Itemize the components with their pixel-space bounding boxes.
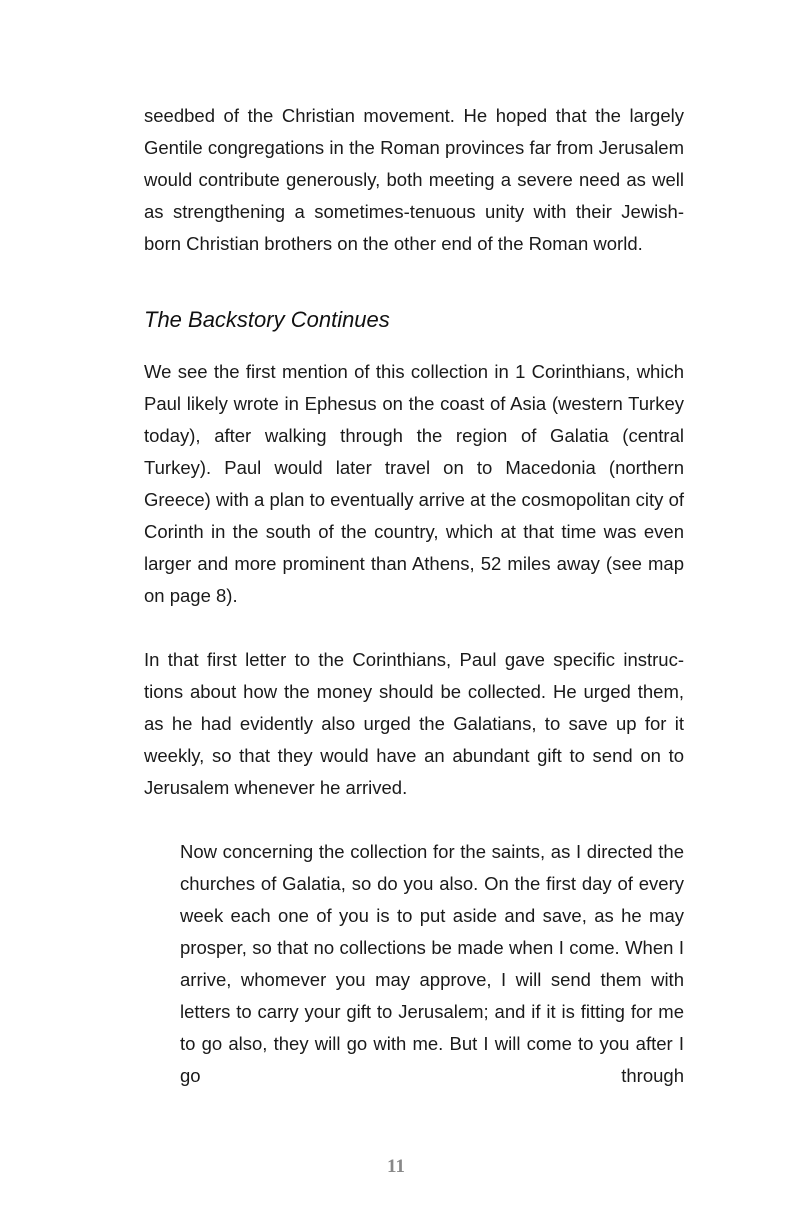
paragraph-gap xyxy=(144,260,684,292)
page-number: 11 xyxy=(387,1156,405,1177)
block-quote: Now concerning the collection for the saints, as I directed the churches of Galatia, so do you also. On the first day of every week each one of you is to put aside and save, as he may prosper, so that no collections be made when I come. When I arrive, whomever you may approve, I will send them with letters to carry your gift to Jerusalem; and if it is fitting for me to go also, they will go with me. But I will come to you after I go through xyxy=(180,841,684,1086)
paragraph-gap xyxy=(144,612,684,644)
paragraph-2: We see the first mention of this collection in 1 Corinthians, which Paul likely wrote in Ephesus on the coast of Asia (western Turkey today), after walking through the region of Galatia (central Turkey). Paul would later travel on to Macedonia (northern Greece) with a plan to eventually arrive at the cosmopolitan city of Corinth in the south of the country, which at that time was even larger and more prominent than Athens, 52 miles away (see map on page 8). xyxy=(144,361,684,606)
section-heading: The Backstory Continues xyxy=(144,307,390,332)
paragraph-1: seedbed of the Christian movement. He hoped that the largely Gentile congregations in the Roman provinces far from Jerusalem would contribute generously, both meeting a severe need as well as strengthening a sometimes-tenuous unity with their Jewish-born Christian brothers on the other end of the Roman world. xyxy=(144,105,684,254)
paragraph-3: In that first letter to the Corinthians, Paul gave specific instructions about how the money should be collected. He urged them, as he had evidently also urged the Galatians, to save up for it weekly, so that they would have an abundant gift to send on to Jerusalem whenever he arrived. xyxy=(144,649,684,798)
paragraph-gap xyxy=(144,804,684,836)
page-content xyxy=(144,100,684,1092)
